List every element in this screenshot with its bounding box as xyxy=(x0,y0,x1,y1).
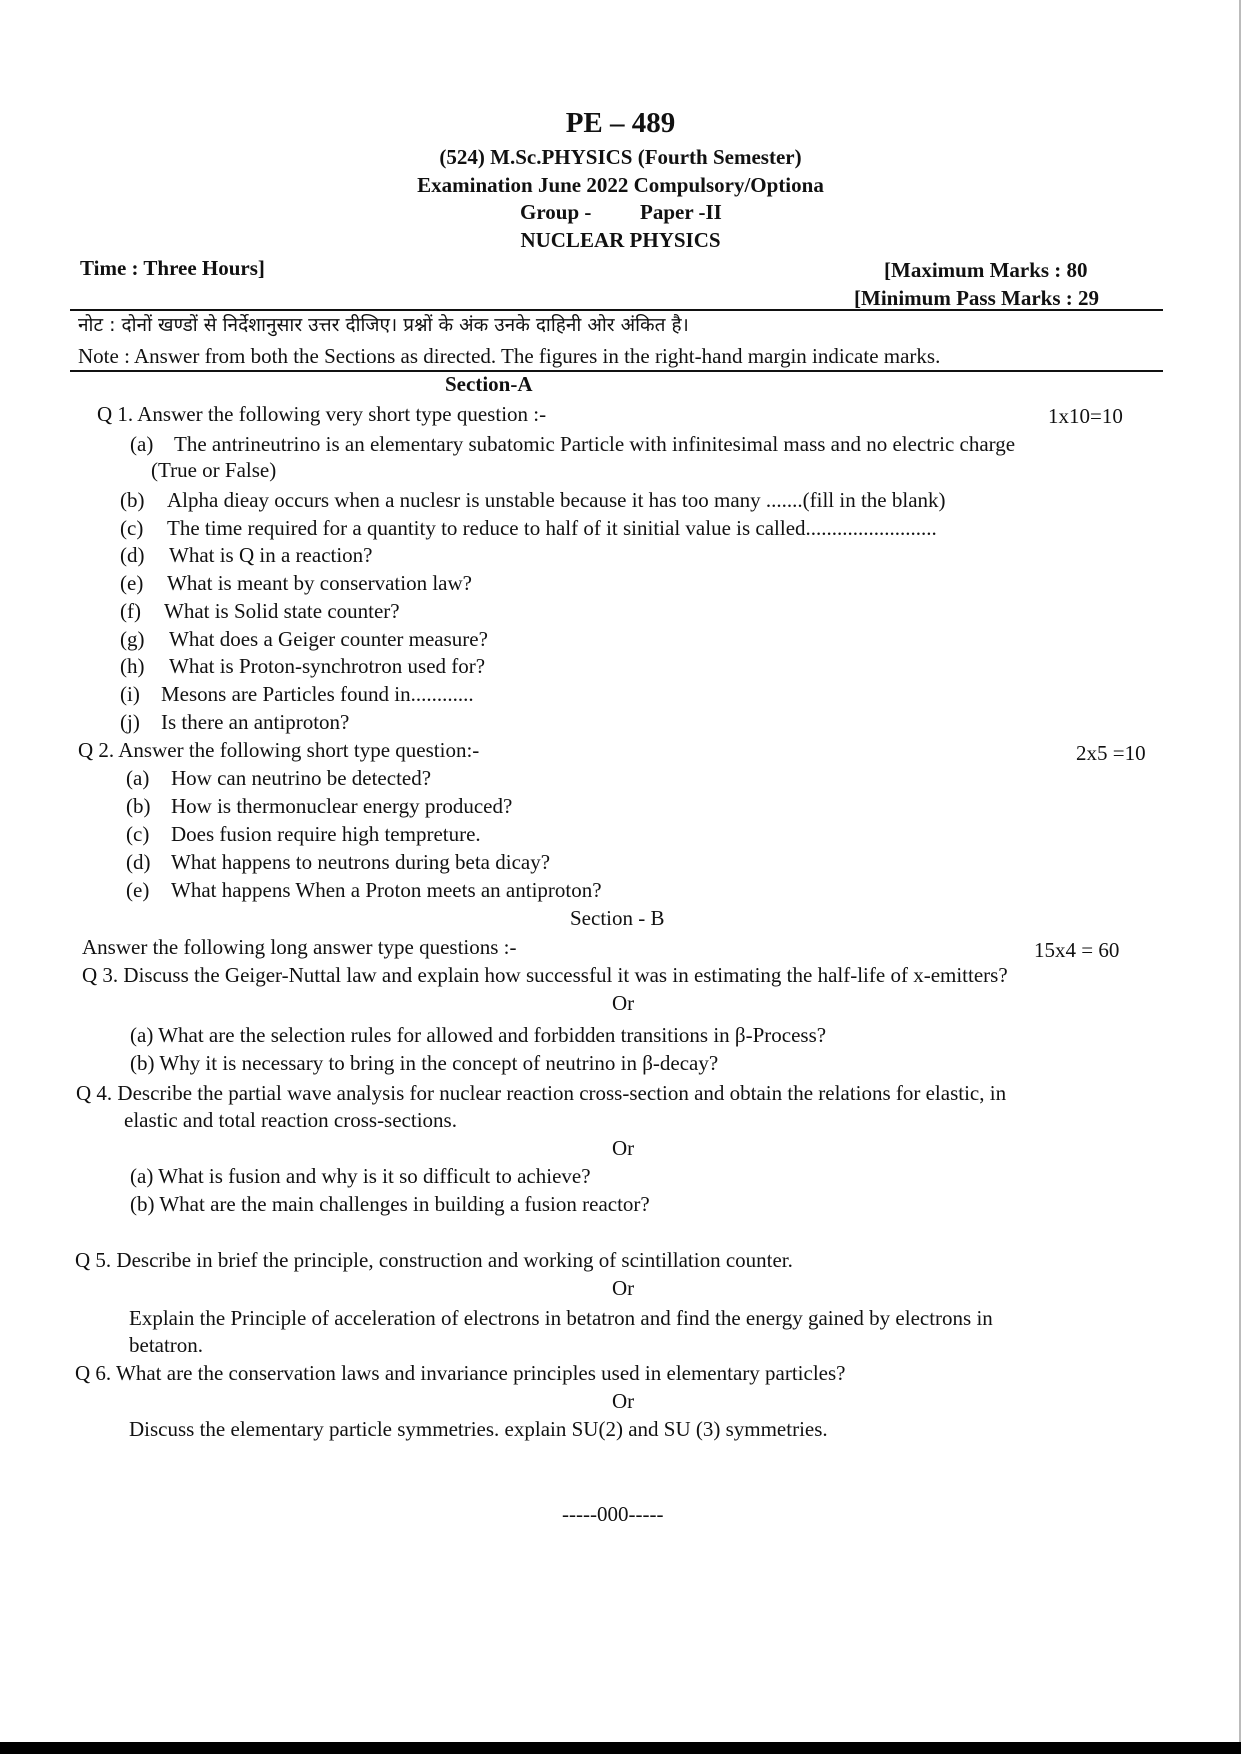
course-title: (524) M.Sc.PHYSICS (Fourth Semester) xyxy=(439,145,802,169)
min-pass-marks: [Minimum Pass Marks : 29 xyxy=(854,286,1099,310)
q1-item-label: (f) xyxy=(120,599,141,623)
group-label: Group - xyxy=(520,200,592,224)
scan-bottom-border xyxy=(0,1742,1241,1754)
q1-text: Q 1. Answer the following very short type question :- xyxy=(97,402,547,426)
q1-item-label: (c) xyxy=(120,516,144,540)
q1-item-text: What is Q in a reaction? xyxy=(169,543,373,567)
q4-text: Q 4. Describe the partial wave analysis for nuclear reaction cross-section and obtain the relations for elastic, in xyxy=(76,1081,1007,1105)
q2-item-text: How is thermonuclear energy produced? xyxy=(171,794,513,818)
q1-item-label: (a) xyxy=(130,432,154,456)
q1-item-text: What is Proton-synchrotron used for? xyxy=(169,654,486,678)
or-label: Or xyxy=(612,1276,635,1300)
q2-item-label: (d) xyxy=(126,850,151,874)
or-label: Or xyxy=(612,1389,635,1413)
paper-code: PE – 489 xyxy=(565,107,676,139)
q3-alt-a: (a) What are the selection rules for allowed and forbidden transitions in β-Process? xyxy=(130,1023,827,1047)
q1-item-label: (g) xyxy=(120,627,145,651)
q2-item-text: What happens to neutrons during beta dicay? xyxy=(171,850,551,874)
q3-text: Q 3. Discuss the Geiger-Nuttal law and explain how successful it was in estimating the half-life of x-emitters? xyxy=(82,963,1008,987)
q2-text: Q 2. Answer the following short type question:- xyxy=(78,738,480,762)
q4-alt-a: (a) What is fusion and why is it so difficult to achieve? xyxy=(130,1164,591,1188)
section-b-title: Section - B xyxy=(570,906,665,930)
q1-item-label: (e) xyxy=(120,571,144,595)
time-label: Time : Three Hours] xyxy=(80,256,265,280)
q2-item-text: How can neutrino be detected? xyxy=(171,766,432,790)
section-b-marks: 15x4 = 60 xyxy=(1034,938,1120,962)
q2-item-label: (e) xyxy=(126,878,150,902)
or-label: Or xyxy=(612,991,635,1015)
paper-number: Paper -II xyxy=(640,200,722,224)
q5-alt-text-continued: betatron. xyxy=(129,1333,204,1357)
q2-item-label: (b) xyxy=(126,794,151,818)
q2-item-text: Does fusion require high tempreture. xyxy=(171,822,481,846)
q1-item-text: The time required for a quantity to reduce to half of it sinitial value is called......................... xyxy=(167,516,937,540)
q3-alt-b: (b) Why it is necessary to bring in the concept of neutrino in β-decay? xyxy=(130,1051,719,1075)
note-english: Note : Answer from both the Sections as directed. The figures in the right-hand margin indicate marks. xyxy=(78,344,941,368)
q1-item-label: (h) xyxy=(120,654,145,678)
q4-alt-b: (b) What are the main challenges in building a fusion reactor? xyxy=(130,1192,650,1216)
q1-item-label: (b) xyxy=(120,488,145,512)
q6-text: Q 6. What are the conservation laws and invariance principles used in elementary particles? xyxy=(75,1361,846,1385)
q1-item-label: (j) xyxy=(120,710,140,734)
or-label: Or xyxy=(612,1136,635,1160)
q2-marks: 2x5 =10 xyxy=(1076,741,1146,765)
divider-bottom xyxy=(70,370,1163,372)
q1-item-text: Is there an antiproton? xyxy=(161,710,350,734)
note-hindi: नोट : दोनों खण्डों से निर्देशानुसार उत्तर दीजिए। प्रश्नों के अंक उनके दाहिनी ओर अंकित है। xyxy=(78,314,689,336)
q1-item-label: (d) xyxy=(120,543,145,567)
q6-alt-text: Discuss the elementary particle symmetries. explain SU(2) and SU (3) symmetries. xyxy=(129,1417,828,1441)
section-a-title: Section-A xyxy=(445,372,533,396)
q2-item-label: (c) xyxy=(126,822,150,846)
q1-item-text: What is Solid state counter? xyxy=(164,599,400,623)
end-marker: -----000----- xyxy=(562,1502,664,1526)
q1-item-text: Alpha dieay occurs when a nuclesr is unstable because it has too many .......(fill in the blank) xyxy=(167,488,946,512)
q1-item-text: What is meant by conservation law? xyxy=(167,571,472,595)
q2-item-text: What happens When a Proton meets an antiproton? xyxy=(171,878,602,902)
q4-text-continued: elastic and total reaction cross-sections. xyxy=(124,1108,457,1132)
q1-item-text: What does a Geiger counter measure? xyxy=(169,627,488,651)
exam-title: Examination June 2022 Compulsory/Optiona xyxy=(417,173,824,197)
q1-marks: 1x10=10 xyxy=(1048,404,1123,428)
q1-item-text: The antrineutrino is an elementary subatomic Particle with infinitesimal mass and no electric charge xyxy=(174,432,1016,456)
q5-alt-text: Explain the Principle of acceleration of electrons in betatron and find the energy gained by electrons in xyxy=(129,1306,993,1330)
q5-text: Q 5. Describe in brief the principle, construction and working of scintillation counter. xyxy=(75,1248,793,1272)
divider-top xyxy=(70,309,1163,311)
subject-title: NUCLEAR PHYSICS xyxy=(520,228,721,252)
q2-item-label: (a) xyxy=(126,766,150,790)
q1-item-text: (True or False) xyxy=(151,458,277,482)
q1-item-label: (i) xyxy=(120,682,140,706)
max-marks: [Maximum Marks : 80 xyxy=(884,258,1088,282)
section-b-intro: Answer the following long answer type questions :- xyxy=(82,935,517,959)
q1-item-text: Mesons are Particles found in............ xyxy=(161,682,474,706)
